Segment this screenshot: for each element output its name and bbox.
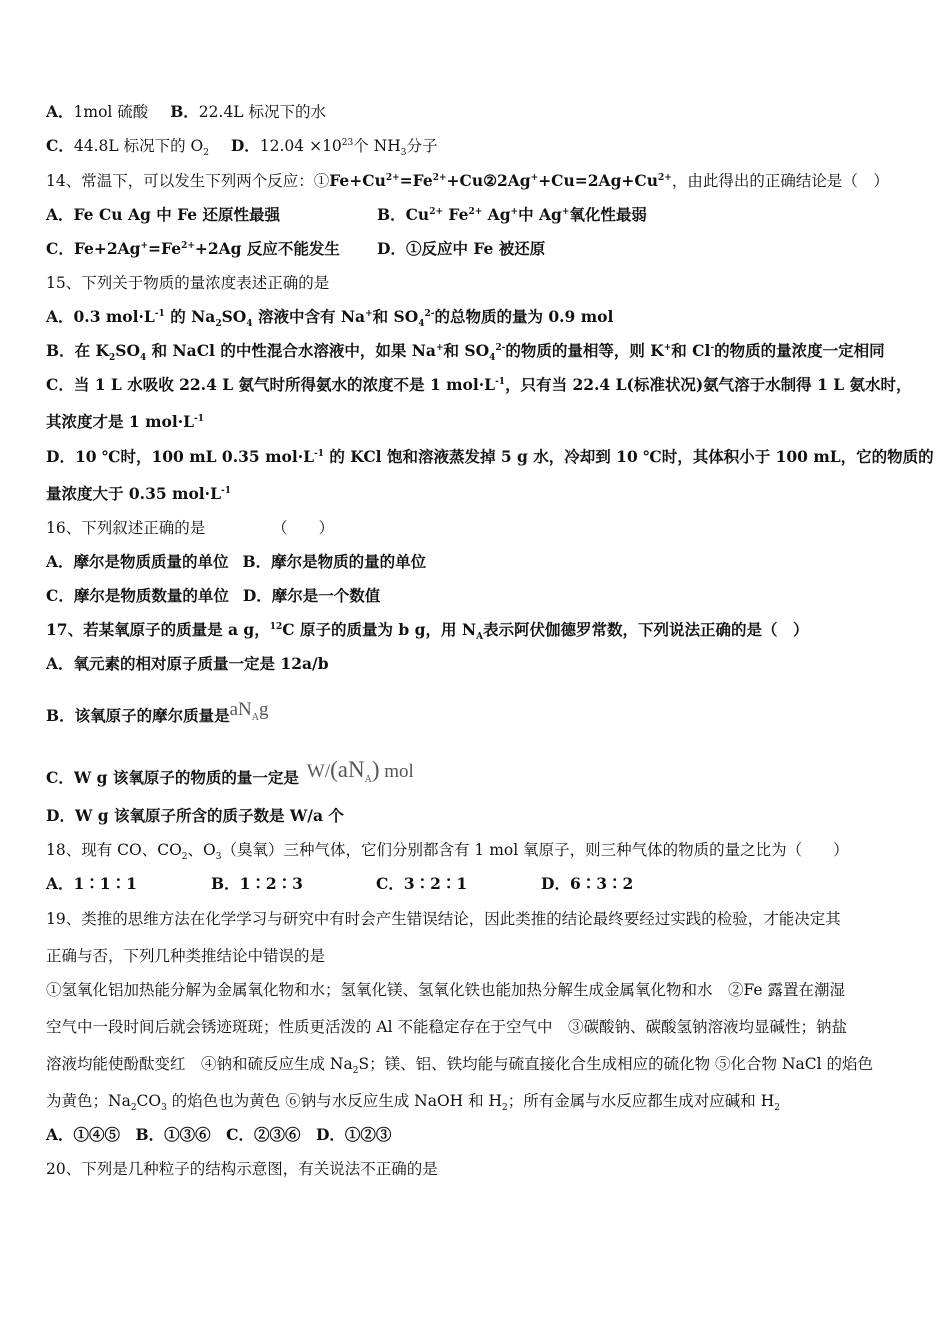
q16-option-d: D．摩尔是一个数值 <box>242 586 381 605</box>
option-b-label: B． <box>170 102 199 121</box>
q14-option-d: D．①反应中 Fe 被还原 <box>377 239 546 258</box>
answer-paren: （ ） <box>272 519 335 537</box>
subscript: 2 <box>203 148 209 159</box>
q15-option-d-cont: 量浓度大于 0.35 $mol\cdot L^{-1}$ <box>46 484 231 503</box>
q15-option-c-cont: 其浓度才是 1 $mol\cdot L^{-1}$ <box>46 412 204 431</box>
q14-option-a: A．Fe Cu Ag 中 Fe 还原性最强 <box>46 205 281 224</box>
q16-options-cd <box>46 586 380 606</box>
q13-options-ab <box>46 102 326 122</box>
q15-stem: 15、下列关于物质的量浓度表述正确的是 <box>46 274 330 292</box>
q14-option-c: C．$Fe+2Ag^+=Fe^{2+}+2Ag$ 反应不能发生 <box>46 239 340 258</box>
superscript: 2+ <box>658 172 672 183</box>
q19-text-4: 为黄色；$Na_2CO_3$ 的焰色也为黄色 ⑥钠与水反应生成 NaOH 和 $H_2$；所有金属与水反应都生成对应碱和 $H_2$ <box>46 1092 780 1114</box>
option-b-text: 22.4L 标况下的水 <box>198 103 327 121</box>
q19-text-1: ①氢氧化铝加热能分解为金属氧化物和水；氢氧化镁、氢氧化铁也能加热分解生成金属氧化物和水 ②Fe 露置在潮湿 <box>46 981 846 999</box>
q15-option-b: B．在 $K_2SO_4$ 和 NaCl 的中性混合水溶液中，如果 Na+和 $SO_4^{2-}$的物质的量相等，则 K+和 Cl-的物质的量浓度一定相同 <box>46 341 885 364</box>
q16-stem <box>46 518 334 538</box>
q17-option-c: C．W g 该氧原子的物质的量一定是 $W/(aN_A)$ mol <box>46 757 414 787</box>
option-c-text: 44.8L 标况下的 O <box>73 137 204 155</box>
option-d-text: 12.04 ×10 <box>259 137 342 155</box>
q18-option-d: D．6∶3∶2 <box>541 874 634 893</box>
option-a-label: A． <box>46 102 74 121</box>
superscript: 2+ <box>385 172 400 183</box>
q14-options-cd <box>46 239 545 259</box>
reaction: Fe+Cu <box>329 171 386 190</box>
q14-stem-text: 14、常温下，可以发生下列两个反应：① <box>46 172 330 190</box>
q18-option-b: B．1∶2∶3 <box>211 874 303 893</box>
option-d-label: D． <box>230 136 260 155</box>
q16-stem-text: 16、下列叙述正确的是 <box>46 519 206 537</box>
q19-text-3: 溶液均能使酚酞变红 ④钠和硫反应生成 $Na_2S$；镁、铝、铁均能与硫直接化合生成相应的硫化物 ⑤化合物 NaCl 的焰色 <box>46 1055 873 1077</box>
superscript: 23 <box>341 137 354 148</box>
q16-option-c: C．摩尔是物质数量的单位 <box>46 586 229 605</box>
q19-options: A．①④⑤ B．①③⑥ C．②③⑥ D．①②③ <box>46 1125 392 1144</box>
formula-amount: $W/(aN_A)$ mol <box>306 757 414 785</box>
q18-stem: 18、现有 CO、$CO_2$、$O_3$（臭氧）三种气体，它们分别都含有 1 mol 氧原子，则三种气体的物质的量之比为（ ） <box>46 841 849 863</box>
q18-option-a: A．1∶1∶1 <box>46 874 137 893</box>
reaction: +Cu=2Ag+Cu <box>538 171 659 190</box>
q17-option-b: B．该氧原子的摩尔质量是$aN_Ag$ <box>46 699 269 725</box>
q17-option-d: D．W g 该氧原子所含的质子数是 W/a 个 <box>46 806 344 825</box>
q19-text-2: 空气中一段时间后就会锈迹斑斑；性质更活泼的 Al 不能稳定存在于空气中 ③碳酸钠、碳酸氢钠溶液均显碱性；钠盐 <box>46 1018 848 1036</box>
q18-options <box>46 874 633 894</box>
option-a-text: 1mol 硫酸 <box>73 103 149 121</box>
superscript: + <box>530 172 539 183</box>
q16-options-ab <box>46 552 426 572</box>
q14-options-ab <box>46 205 647 225</box>
superscript: 2+ <box>432 172 447 183</box>
q19-stem-cont: 正确与否，下列几种类推结论中错误的是 <box>46 947 326 965</box>
q15-option-a: A．0.3 $mol\cdot L^{-1}$ 的 $Na_2SO_4$ 溶液中含有 Na+和 $SO_4^{2-}$的总物质的量为 0.9 mol <box>46 307 614 330</box>
q16-option-a: A．摩尔是物质质量的单位 <box>46 552 229 571</box>
subscript: 3 <box>400 148 407 159</box>
option-d-text-3: 分子 <box>406 137 438 155</box>
formula-molar-mass: $aN_Ag$ <box>229 699 269 723</box>
q20-stem: 20、下列是几种粒子的结构示意图，有关说法不正确的是 <box>46 1160 438 1178</box>
q14-stem-tail: ，由此得出的正确结论是（ ） <box>671 172 889 190</box>
q17-stem: 17、若某氧原子的质量是 a g，$^{12}$C 原子的质量为 b g，用 $N_A$表示阿伏伽德罗常数，下列说法正确的是（ ） <box>46 620 809 643</box>
q14-stem <box>46 171 889 191</box>
option-d-text-2: 个 NH <box>353 137 401 155</box>
q19-stem: 19、类推的思维方法在化学学习与研究中有时会产生错误结论，因此类推的结论最终要经过实践的检验，才能决定其 <box>46 910 841 928</box>
q17-option-a: A．氧元素的相对原子质量一定是 12a/b <box>46 654 329 673</box>
option-c-label: C． <box>46 136 74 155</box>
q14-option-b: B．$Cu^{2+}$ $Fe^{2+}$ Ag+中 Ag+氧化性最弱 <box>377 205 647 224</box>
reaction: +Cu②2Ag <box>446 171 531 190</box>
q15-option-d: D．10 ℃时，100 mL 0.35 $mol\cdot L^{-1}$ 的 KCl 饱和溶液蒸发掉 5 g 水，冷却到 10 ℃时，其体积小于 100 mL，它的物质的 <box>46 447 934 466</box>
q18-option-c: C．3∶2∶1 <box>376 874 468 893</box>
q13-options-cd <box>46 136 438 159</box>
q16-option-b: B．摩尔是物质的量的单位 <box>242 552 427 571</box>
reaction: =Fe <box>399 171 433 190</box>
q15-option-c: C．当 1 L 水吸收 22.4 L 氨气时所得氨水的浓度不是 1 $mol\cdot L^{-1}$，只有当 22.4 L(标准状况)氨气溶于水制得 1 L 氨水时， <box>46 375 912 394</box>
